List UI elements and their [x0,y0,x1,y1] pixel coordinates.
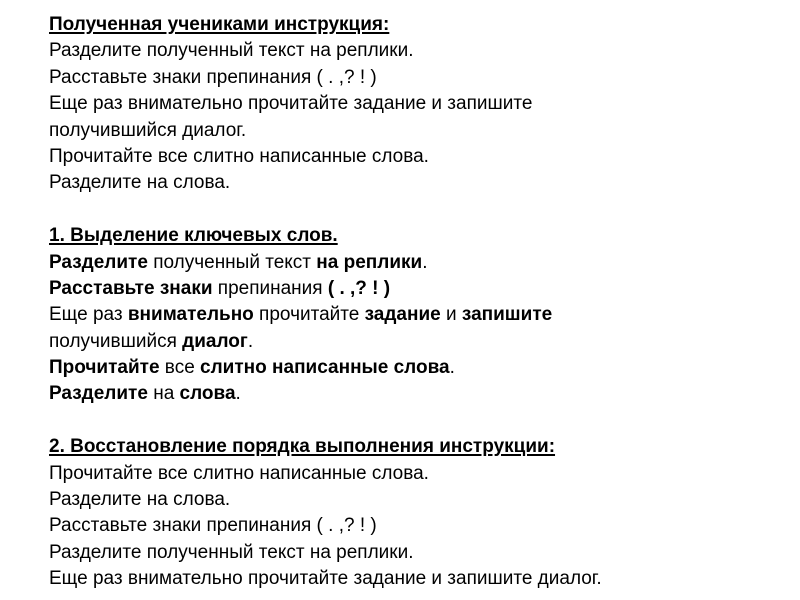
keyword-line-text: Еще раз [49,304,128,326]
keyword-line [49,329,789,355]
ordered-instruction-line: Еще раз внимательно прочитайте задание и запишите диалог. [49,568,602,590]
keyword-highlight: Прочитайте [49,357,160,379]
keyword-line-text: полученный текст [147,251,317,273]
keyword-line [49,302,789,328]
keyword-line [49,355,789,381]
keyword-line-text: и [440,304,462,326]
keyword-line-text: все [159,357,201,379]
instruction-line: Разделите полученный текст на реплики. [49,40,414,62]
keyword-highlight: слитно написанные слова [200,357,450,379]
keyword-highlight: внимательно [127,304,254,326]
instruction-line: Расставьте знаки препинания ( . ,? ! ) [49,66,377,88]
keyword-highlight: запишите [461,304,553,326]
keyword-line [49,276,789,302]
keyword-line-text: препинания [212,277,328,299]
keyword-line-text: на [147,383,180,405]
keyword-line [49,381,789,407]
keyword-highlight: ( . ,? ! ) [327,277,391,299]
keyword-line-text: получившийся [49,330,183,352]
instruction-line: Прочитайте все слитно написанные слова. [49,145,429,167]
ordered-instruction-line: Прочитайте все слитно написанные слова. [49,462,429,484]
section-heading-order-restoration: 2. Восстановление порядка выполнения инструкции: [49,436,556,458]
keyword-highlight: Разделите [49,383,148,405]
keyword-line-text: . [247,330,254,352]
instruction-line: Разделите на слова. [49,172,231,194]
keyword-line-text: . [235,383,241,405]
keyword-line-text: . [449,357,455,379]
ordered-instruction-line: Расставьте знаки препинания ( . ,? ! ) [49,515,377,537]
keyword-highlight: слова [179,383,236,405]
keyword-highlight: Разделите [49,251,148,273]
section-heading-received-instruction: Полученная учениками инструкция: [49,14,390,35]
keyword-line-text: . [422,251,428,273]
keyword-highlight: задание [364,304,441,326]
ordered-instruction-line: Разделите полученный текст на реплики. [49,541,414,563]
keyword-line [49,250,789,276]
instruction-line: Еще раз внимательно прочитайте задание и запишите [49,93,533,115]
keyword-highlight: Расставьте знаки [49,277,213,299]
spacer [49,197,789,223]
keyword-lines [49,250,789,408]
instruction-text [49,12,789,593]
ordered-instruction-line: Разделите на слова. [49,489,231,511]
keyword-line-text: прочитайте [253,304,365,326]
instruction-line: получившийся диалог. [49,119,247,141]
section-heading-keywords: 1. Выделение ключевых слов. [49,225,338,247]
spacer [49,408,789,434]
keyword-highlight: диалог [182,330,248,352]
keyword-highlight: на реплики [316,251,423,273]
